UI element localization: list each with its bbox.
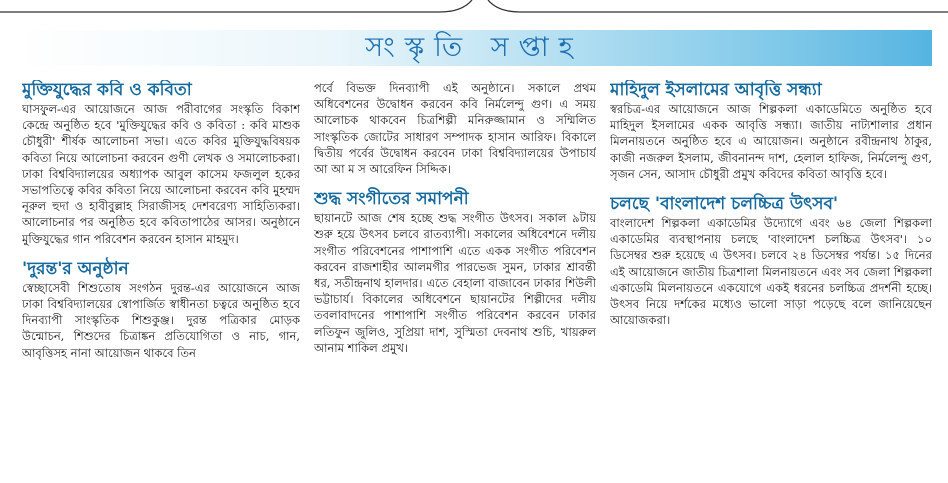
section-banner — [16, 30, 932, 66]
column-left — [22, 80, 300, 361]
article-body-abritti: স্বরচিত্র-এর আয়োজনে আজ শিল্পকলা একাডেমিতে অনুষ্ঠিত হবে মাহিদুল ইসলামের একক আবৃত্তি সন্ধ্যা। জাতীয় নাট্যশালার প্রধান মিলনায়তনে অনুষ্ঠিত হবে এ আয়োজন। অনুষ্ঠানে রবীন্দ্রনাথ ঠাকুর, কাজী নজরুল ইসলাম, জীবনানন্দ দাশ, হেলাল হাফিজ, নির্মলেন্দু গুণ, সৃজন সেন, আসাদ চৌধুরী প্রমুখ কবিদের কবিতা আবৃত্তি হবে। — [610, 102, 932, 181]
article-body-duronto-part1: স্বেচ্ছাসেবী শিশুতোষ সংগঠন দুরন্ত-এর আয়োজনে আজ ঢাকা বিশ্ববিদ্যালয়ের স্বোপার্জিত স্বাধীনতা চত্বরে অনুষ্ঠিত হবে দিনব্যাপী সাংস্কৃতিক শিশুকুঞ্জ। দুরন্ত পত্রিকার মোড়ক উন্মোচন, শিশুদের চিত্রাঙ্কন প্রতিযোগিতা ও নাচ, গান, আবৃত্তিসহ নানা আয়োজন থাকবে তিন — [22, 280, 300, 360]
article-heading-film-festival: চলছে 'বাংলাদেশ চলচ্চিত্র উৎসব' — [610, 194, 839, 215]
article-body-duronto-part2: পর্বে বিভক্ত দিনব্যাপী এই অনুষ্ঠানে। সকালে প্রথম অধিবেশনের উদ্বোধন করবেন কবি নির্মলেন্দু গুণ। এ সময় আলোচক থাকবেন চিত্রশিল্পী মনিরুজ্জামান ও সম্মিলিত সাংস্কৃতিক জোটের সাধারণ সম্পাদক হাসান আরিফ। বিকালে দ্বিতীয় পর্বের উদ্বোধন করবেন ঢাকা বিশ্ববিদ্যালয়ের উপাচার্য আ আ ম স আরেফিন সিদ্দিক। — [314, 81, 596, 177]
article-heading-shuddho-sangeet: শুদ্ধ সংগীতের সমাপনী — [314, 189, 469, 210]
top-decorative-rule — [0, 0, 948, 14]
article-heading-abritti: মাহিদুল ইসলামের আবৃত্তি সন্ধ্যা — [610, 80, 822, 100]
column-middle — [314, 80, 596, 356]
article-body-shuddho-sangeet: ছায়ানটে আজ শেষ হচ্ছে শুদ্ধ সংগীত উৎসব। সকাল ৯টায় শুরু হয়ে উৎসব চলবে রাতব্যাপী। সকালের অধিবেশনে দলীয় সংগীত পরিবেশনের পাশাপাশি এতে একক সংগীত পরিবেশন করবেন রাজশাহীর আলমগীর পারভেজ সুমন, ঢাকার শ্রাবন্তী ধর, সতীন্দ্রনাথ হালদার। এতে বেহালা বাজাবেন ঢাকার শিউলী ভট্টাচার্য। বিকালের অধিবেশনে ছায়ানটের শিল্পীদের দলীয় তবলাবাদনের পাশাপাশি সংগীত পরিবেশন করবেন ঢাকার লতিফুন জুলিও, সুপ্রিয়া দাশ, সুস্মিতা দেবনাথ শুচি, খায়রুল আনাম শাকিল প্রমুখ। — [314, 211, 596, 355]
article-heading-duronto: 'দুরন্ত'র অনুষ্ঠান — [22, 258, 129, 279]
article-body-film-festival: বাংলাদেশ শিল্পকলা একাডেমির উদ্যোগে এবং ৬৪ জেলা শিল্পকলা একাডেমির ব্যবস্থাপনায় চলছে 'বাংলাদেশ চলচ্চিত্র উৎসব'। ১০ ডিসেম্বর শুরু হয়েছে এ উৎসব। চলবে ২৪ ডিসেম্বর পর্যন্ত। ১৫ দিনের এই আয়োজনে জাতীয় চিত্রশালা মিলনায়তনে এবং সব জেলা শিল্পকলা একাডেমি মিলনায়তনে একযোগে একই ধরনের চলচ্চিত্র প্রদর্শনী হচ্ছে। উৎসব নিয়ে দর্শকের মধ্যেও ভালো সাড়া পড়েছে বলে জানিয়েছেন আয়োজকরা। — [610, 216, 932, 328]
column-right — [610, 80, 932, 328]
section-title: সংস্কৃতি সপ্তাহ — [365, 32, 583, 63]
article-heading-muktijuddho: মুক্তিযুদ্ধের কবি ও কবিতা — [22, 80, 192, 100]
article-body-muktijuddho: ঘাসফুল-এর আয়োজনে আজ পরীবাগের সংস্কৃতি বিকাশ কেন্দ্রে অনুষ্ঠিত হবে 'মুক্তিযুদ্ধের কবি ও কবিতা : কবি মাশুক চৌধুরী' শীর্ষক আলোচনা সভা। এতে কবির মুক্তিযুদ্ধবিষয়ক কবিতা নিয়ে আলোচনা করবেন গুণী লেখক ও সমালোচকরা। ঢাকা বিশ্ববিদ্যালয়ের অধ্যাপক আবুল কাসেম ফজলুল হকের সভাপতিত্বে কবির কবিতা নিয়ে আলোচনা করবেন কবি মুহম্মদ নূরুল হুদা ও হাবীবুল্লাহ সিরাজীসহ দেশবরেণ্য সাহিত্যিকরা। আলোচনার পর অনুষ্ঠিত হবে কবিতাপাঠের আসর। অনুষ্ঠানে মুক্তিযুদ্ধের গান পরিবেশন করবেন হাসান মাহমুদ। — [22, 102, 300, 246]
